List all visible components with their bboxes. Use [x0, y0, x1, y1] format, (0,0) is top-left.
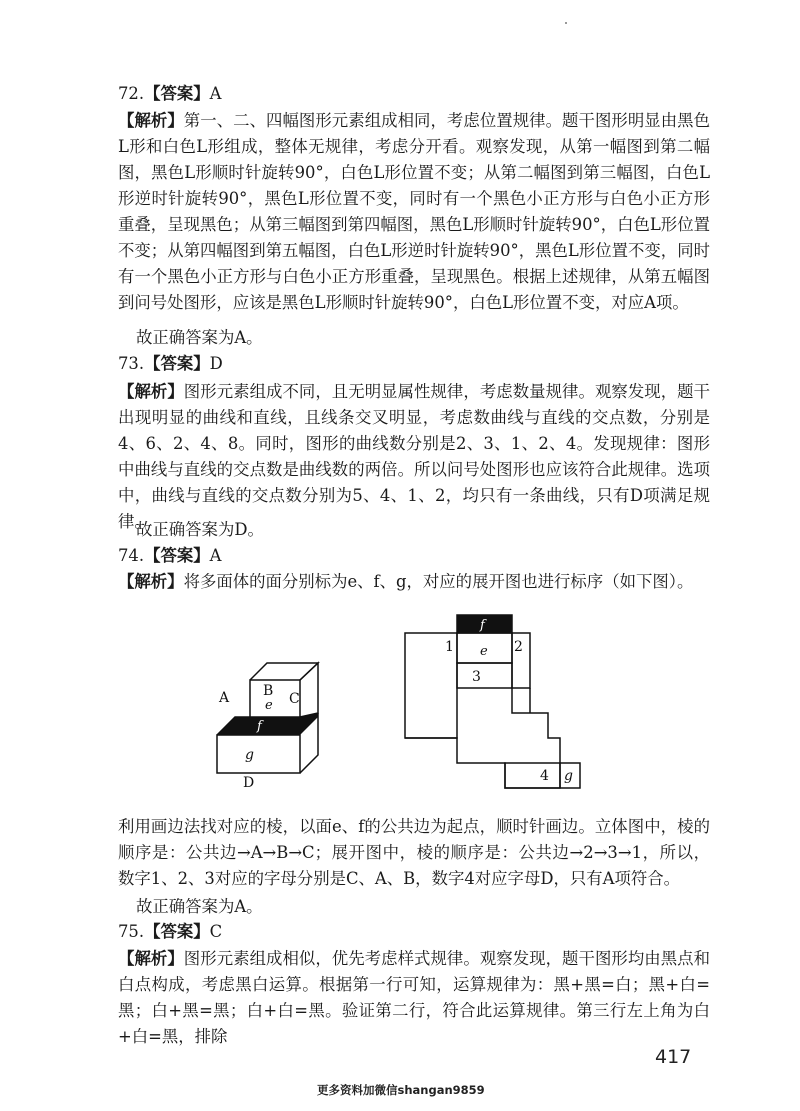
- net-label-4: 4: [540, 768, 549, 784]
- q75-analysis: [118, 946, 710, 1050]
- net-label-3: 3: [472, 669, 481, 685]
- solid-label-B: B: [263, 683, 274, 699]
- solid-label-D: D: [243, 775, 255, 790]
- q75-answer-tag: 【答案】: [144, 922, 210, 941]
- scan-speck: [565, 22, 567, 24]
- q72-analysis: [118, 108, 710, 316]
- q73-analysis-text: 图形元素组成不同，且无明显属性规律，考虑数量规律。观察发现，题干出现明显的曲线和直线，且线条交叉明显，考虑数曲线与直线的交点数，分别是4、6、2、4、8。同时，图形的曲线数分别是2、3、1、2、4。发现规律：图形中曲线与直线的交点数是曲线数的两倍。所以问号处图形也应该符合此规律。选项中，曲线与直线的交点数分别为5、4、1、2，均只有一条曲线，只有D项满足规律。: [118, 382, 711, 531]
- solid-label-g: g: [245, 747, 254, 763]
- q75-analysis-tag: 【解析】: [118, 949, 184, 968]
- q74-answer: A: [209, 546, 222, 565]
- q72-analysis-text: 第一、二、四幅图形元素组成相同，考虑位置规律。题干图形明显由黑色L形和白色L形组成，整体无规律，考虑分开看。观察发现，从第一幅图到第二幅图，黑色L形顺时针旋转90°，白色L形位置不变；从第二幅图到第三幅图，白色L形逆时针旋转90°，黑色L形位置不变，同时有一个黑色小正方形与白色小正方形重叠，呈现黑色；从第三幅图到第四幅图，黑色L形顺时针旋转90°，白色L形位置不变；从第四幅图到第五幅图，白色L形逆时针旋转90°，黑色L形位置不变，同时有一个黑色小正方形与白色小正方形重叠，呈现黑色。根据上述规律，从第五幅图到问号处图形，应该是黑色L形顺时针旋转90°，白色L形位置不变，对应A项。: [118, 111, 711, 312]
- q74-analysis-text: 利用画边法找对应的棱，以面e、f的公共边为起点，顺时针画边。立体图中，棱的顺序是：公共边→A→B→C；展开图中，棱的顺序是：公共边→2→3→1，所以，数字1、2、3对应的字母分别是C、A、B，数字4对应字母D，只有A项符合。: [118, 817, 710, 888]
- solid-label-e: e: [265, 698, 273, 713]
- q75-number: 75.: [118, 922, 145, 941]
- q75-header: [118, 922, 222, 942]
- solid-upper-right: [300, 663, 318, 717]
- q72-analysis-tag: 【解析】: [118, 111, 184, 130]
- q74-analysis-tag: 【解析】: [118, 572, 184, 591]
- q73-answer: D: [209, 354, 223, 373]
- q73-number: 73.: [118, 354, 145, 373]
- net-face-4: [505, 763, 560, 788]
- net-label-g: g: [564, 768, 573, 784]
- q72-answer-tag: 【答案】: [144, 84, 210, 103]
- q72-header: [118, 84, 221, 104]
- q75-analysis-text: 图形元素组成相似，优先考虑样式规律。观察发现，题干图形均由黑点和白点构成，考虑黑白运算。根据第一行可知，运算规律为：黑+黑=白；黑+白=黑；白+黑=黑；白+白=黑。验证第二行，符合此运算规律。第三行左上角为白+白=黑，排除: [118, 949, 711, 1046]
- solid-label-A: A: [219, 690, 230, 706]
- solid-lower-front: [217, 735, 300, 773]
- q74-intro: [118, 572, 693, 592]
- net-face-3: [457, 663, 512, 688]
- page-number: 417: [655, 1046, 692, 1068]
- q73-analysis: [118, 379, 710, 535]
- q74-number: 74.: [118, 546, 145, 565]
- q72-conclusion: 故正确答案为A。: [136, 328, 263, 347]
- net-label-e: e: [480, 644, 488, 659]
- q74-solid-figure: [205, 655, 340, 790]
- net-label-2: 2: [514, 639, 523, 655]
- q73-header: [118, 354, 223, 374]
- q75-answer: C: [209, 922, 223, 941]
- q73-conclusion: 故正确答案为D。: [136, 520, 264, 539]
- solid-label-f: f: [257, 719, 262, 734]
- q74-header: [118, 546, 221, 566]
- footer-note: 更多资料加微信shangan9859: [317, 1083, 485, 1097]
- solid-label-C: C: [289, 691, 300, 707]
- solid-upper-top: [250, 663, 318, 680]
- q73-analysis-tag: 【解析】: [118, 382, 184, 401]
- q72-answer: A: [209, 84, 222, 103]
- q73-answer-tag: 【答案】: [144, 354, 210, 373]
- q74-answer-tag: 【答案】: [144, 546, 210, 565]
- q74-analysis: [118, 814, 710, 892]
- q74-conclusion: 故正确答案为A。: [136, 897, 263, 916]
- net-label-1: 1: [445, 639, 454, 655]
- q72-number: 72.: [118, 84, 145, 103]
- q74-net-figure: [400, 605, 590, 790]
- q74-intro-text: 将多面体的面分别标为e、f、g，对应的展开图也进行标序（如下图）。: [183, 572, 694, 591]
- net-staircase: [405, 688, 580, 788]
- net-label-f: f: [480, 618, 485, 633]
